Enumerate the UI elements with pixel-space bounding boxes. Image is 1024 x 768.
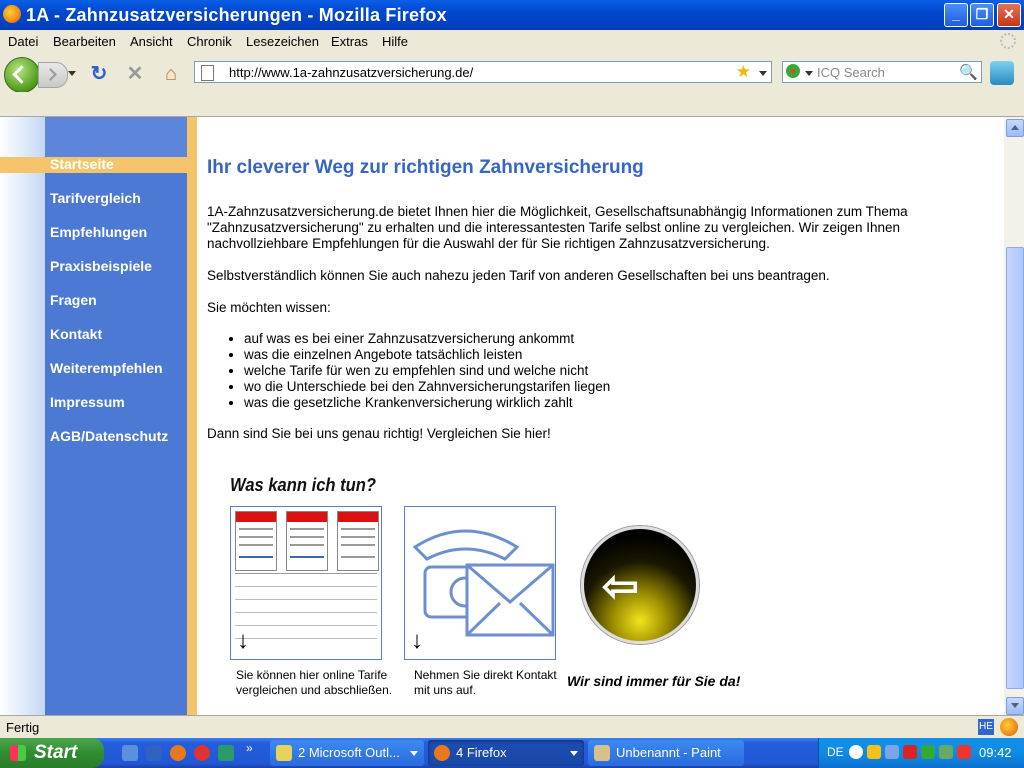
menu-bar (0, 30, 1024, 54)
tray-expand-icon[interactable] (849, 745, 863, 759)
close-button[interactable]: ✕ (997, 3, 1021, 27)
menu-extras[interactable]: Extras (331, 34, 368, 49)
back-icon[interactable] (4, 57, 40, 93)
menu-hilfe[interactable]: Hilfe (382, 34, 409, 49)
list-item: • was die einzelnen Angebote tatsächlich leisten (244, 347, 610, 363)
card1-caption-line2: vergleichen und abschließen. (236, 683, 393, 697)
windows-taskbar (0, 738, 1024, 768)
sidebar-item-praxisbeispiele[interactable]: Praxisbeispiele (50, 258, 152, 274)
left-gradient (0, 117, 45, 715)
test-document-icon (286, 511, 328, 571)
minimize-button[interactable]: _ (944, 3, 968, 27)
clock[interactable]: 09:42 (979, 745, 1012, 760)
arrow-down-icon: ↓ (237, 627, 249, 654)
navigation-toolbar (0, 54, 1024, 92)
comparison-table-graphic (235, 573, 377, 650)
scroll-thumb[interactable] (1006, 247, 1024, 689)
card2-caption (414, 668, 557, 698)
page-icon (201, 65, 214, 81)
menu-lesezeichen[interactable]: Lesezeichen (246, 34, 319, 49)
sidebar-item-startseite[interactable]: Startseite (50, 156, 114, 172)
quicklaunch-ie-icon[interactable] (146, 745, 162, 761)
paint-icon (594, 745, 610, 761)
url-text[interactable]: http://www.1a-zahnzusatzversicherung.de/ (229, 65, 474, 80)
paragraph-wissen: Sie möchten wissen: (207, 300, 331, 315)
intro-paragraph: 1A-Zahnzusatzversicherung.de bietet Ihnen hier die Möglichkeit, Gesellschaftsunabhängig Informationen zum Thema "Zahnzusatzversicherung" zu erhalten und die interessantesten Tarife selbst online zu vergleichen. Wir zeigen Ihnen nachvollziehbare Empfehlungen für die Auswahl der für Sie richtigen Zahnzusatzversicherung. (207, 204, 908, 251)
tray-network-icon[interactable] (885, 745, 899, 759)
taskbar-paint-button[interactable] (588, 740, 744, 766)
outlook-icon (276, 745, 292, 761)
card2-caption-line1: Nehmen Sie direkt Kontakt (414, 668, 557, 682)
sidebar-item-weiterempfehlen[interactable]: Weiterempfehlen (50, 360, 163, 376)
start-button[interactable] (0, 738, 104, 768)
arrow-left-icon: ⇦ (602, 562, 639, 611)
tray-app3-icon[interactable] (957, 745, 971, 759)
page-title: Ihr cleverer Weg zur richtigen Zahnversicherung (207, 157, 644, 178)
menu-bearbeiten[interactable]: Bearbeiten (53, 34, 116, 49)
status-text: Fertig (6, 720, 40, 735)
quicklaunch-app-icon[interactable] (194, 745, 210, 761)
bookmark-star-icon[interactable]: ★ (735, 62, 751, 81)
arrow-down-icon: ↓ (411, 627, 423, 654)
sidebar-divider (187, 117, 197, 715)
kontakt-card[interactable] (404, 506, 556, 660)
stop-icon[interactable]: ✕ (126, 63, 144, 85)
menu-ansicht[interactable]: Ansicht (130, 34, 173, 49)
group-dropdown-icon (410, 751, 418, 756)
tray-k-icon[interactable] (903, 745, 917, 759)
taskbar-button-label: Unbenannt - Paint (616, 745, 721, 760)
benefit-list (227, 331, 610, 411)
search-input[interactable]: ICQ Search (817, 65, 885, 80)
test-document-icon (337, 511, 379, 571)
card2-caption-line2: mit uns auf. (414, 683, 477, 697)
card3-caption: Wir sind immer für Sie da! (567, 673, 741, 689)
list-item: • wo die Unterschiede bei den Zahnversicherungstarifen liegen (244, 379, 610, 395)
window-title: 1A - Zahnzusatzversicherungen - Mozilla Firefox (26, 5, 447, 25)
list-item: • was die gesetzliche Krankenversicherung wirklich zahlt (244, 395, 610, 411)
firefox-logo-icon (3, 5, 21, 23)
card1-caption (236, 668, 392, 698)
url-bar[interactable] (194, 61, 772, 83)
paragraph-beantragen: Selbstverständlich können Sie auch nahezu jeden Tarif von anderen Gesellschaften bei uns beantragen. (207, 268, 830, 283)
firefox-icon (434, 745, 450, 761)
test-document-icon (235, 511, 277, 571)
taskbar-button-label: 2 Microsoft Outl... (298, 745, 400, 760)
group-dropdown-icon (570, 751, 578, 756)
icq-flower-icon[interactable] (786, 64, 800, 78)
taskbar-firefox-button[interactable] (428, 740, 584, 766)
back-arrow-button[interactable] (581, 526, 699, 644)
firefox-status-icon[interactable] (1000, 718, 1018, 736)
search-magnifier-icon[interactable]: 🔍 (959, 64, 978, 81)
promo-heading: Was kann ich tun? (230, 475, 376, 495)
scroll-up-button[interactable] (1006, 119, 1024, 137)
sidebar-top (45, 117, 187, 157)
sidebar-item-empfehlungen[interactable]: Empfehlungen (50, 224, 148, 240)
start-label: Start (34, 742, 78, 763)
sidebar-item-kontakt[interactable]: Kontakt (50, 326, 103, 342)
home-icon[interactable]: ⌂ (164, 63, 178, 85)
sidebar-item-impressum[interactable]: Impressum (50, 394, 125, 410)
addon-status-icon[interactable]: HE (978, 719, 994, 735)
language-indicator[interactable]: DE (827, 745, 844, 759)
tarifvergleich-card[interactable] (230, 506, 382, 660)
quicklaunch-more-icon[interactable]: » (246, 741, 253, 755)
tray-shield-icon[interactable] (867, 745, 881, 759)
bookmarks-toolbar (0, 92, 1024, 117)
taskbar-button-label: 4 Firefox (456, 745, 507, 760)
throbber-icon (1000, 33, 1016, 49)
phone-envelope-icon (405, 507, 555, 659)
search-box[interactable] (782, 61, 982, 83)
tray-app-icon[interactable] (921, 745, 935, 759)
window-titlebar[interactable] (0, 0, 1024, 30)
list-item: • auf was es bei einer Zahnzusatzversicherung ankommt (244, 331, 610, 347)
forward-icon[interactable] (38, 62, 68, 88)
cta-paragraph: Dann sind Sie bei uns genau richtig! Vergleichen Sie hier! (207, 426, 551, 441)
vertical-scrollbar[interactable] (1004, 117, 1024, 715)
scroll-down-button[interactable] (1006, 697, 1024, 715)
status-bar (0, 715, 1024, 738)
sidebar-item-tarifvergleich[interactable]: Tarifvergleich (50, 190, 141, 206)
menu-datei[interactable]: Datei (8, 34, 39, 49)
maximize-button[interactable]: ❐ (970, 3, 994, 27)
taskbar-outlook-button[interactable] (270, 740, 424, 766)
sidebar-item-fragen[interactable]: Fragen (50, 292, 97, 308)
url-dropdown-icon[interactable] (759, 71, 767, 76)
reload-icon[interactable]: ↻ (90, 63, 108, 85)
sidebar-item-agb-datenschutz[interactable]: AGB/Datenschutz (50, 428, 169, 444)
system-tray (818, 738, 1024, 768)
sidebar (45, 117, 187, 715)
quicklaunch-firefox-icon[interactable] (170, 745, 186, 761)
windows-logo-icon (10, 745, 26, 761)
history-dropdown-icon[interactable] (68, 71, 76, 76)
list-item: • welche Tarife für wen zu empfehlen sind und welche nicht (244, 363, 610, 379)
tray-app2-icon[interactable] (939, 745, 953, 759)
search-engine-dropdown-icon[interactable] (805, 71, 813, 76)
quicklaunch-app2-icon[interactable] (218, 745, 234, 761)
icq-toolbar-icon[interactable] (990, 61, 1014, 85)
page-viewport (0, 117, 1024, 715)
quicklaunch-desktop-icon[interactable] (122, 745, 138, 761)
card1-caption-line1: Sie können hier online Tarife (236, 668, 388, 682)
menu-chronik[interactable]: Chronik (187, 34, 232, 49)
